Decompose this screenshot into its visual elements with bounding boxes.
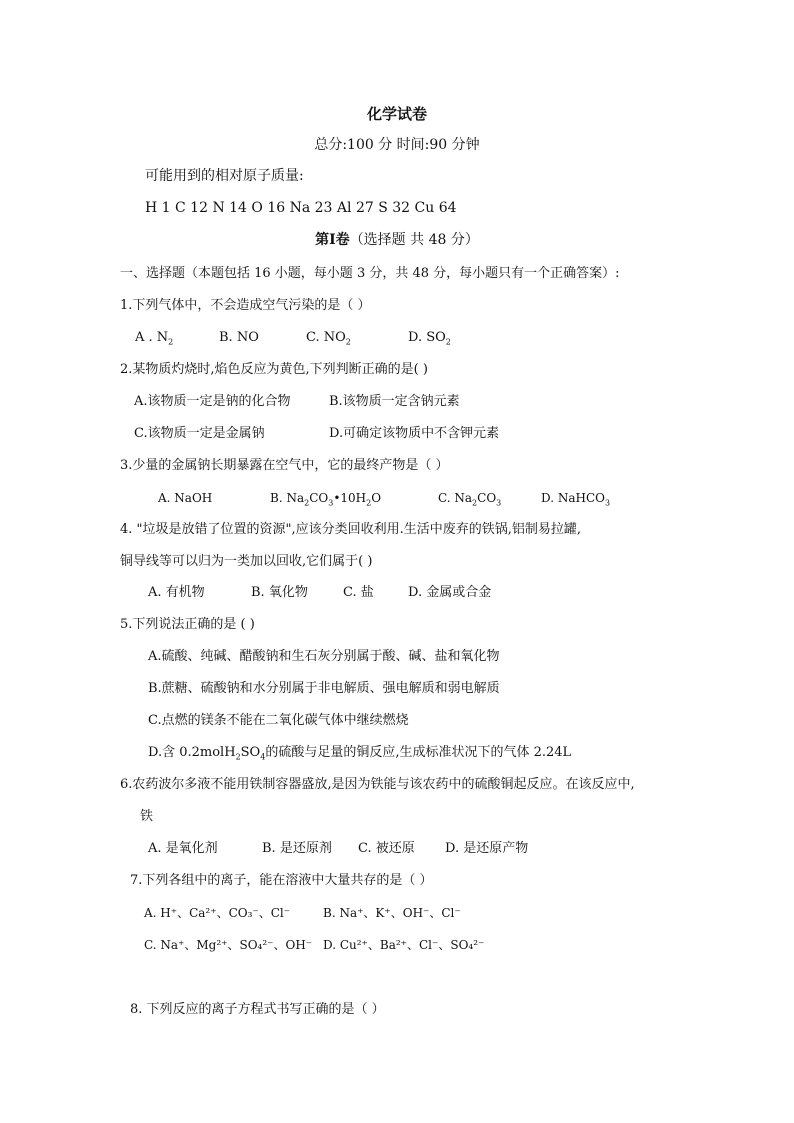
q6-option-a: A. 是氧化剂 — [148, 841, 218, 856]
q1-option-c: C. $NO_2$ — [306, 330, 351, 347]
q5-option-b: B.蔗糖、硫酸钠和水分别属于非电解质、强电解质和弱电解质 — [148, 681, 500, 696]
q1-option-a: A . $N_2$ — [135, 330, 174, 347]
q3-option-d: D. NaHCO$_3$ — [541, 491, 611, 508]
q1-option-d: D. $SO_2$ — [408, 330, 451, 347]
q6-stem-line1: 6.农药波尔多液不能用铁制容器盛放,是因为铁能与该农药中的硫酸铜起反应。在该反应中, — [120, 777, 635, 792]
q4-option-a: A. 有机物 — [148, 585, 205, 600]
q2-option-b: B.该物质一定含钠元素 — [329, 394, 460, 409]
q3-stem: 3.少量的金属钠长期暴露在空气中，它的最终产物是（ ） — [120, 458, 449, 473]
q5-option-a: A.硫酸、纯碱、醋酸钠和生石灰分别属于酸、碱、盐和氧化物 — [148, 649, 500, 664]
q1-option-b: B. NO — [219, 330, 259, 345]
page-title: 化学试卷 — [366, 105, 427, 123]
q2-option-d: D.可确定该物质中不含钾元素 — [329, 426, 500, 441]
section-title-rest: （选择题 共 48 分） — [349, 232, 479, 248]
exam-meta: 总分:100 分 时间:90 分钟 — [314, 137, 480, 153]
q7-option-c: C. Na⁺、Mg²⁺、SO₄²⁻、OH⁻ — [144, 938, 313, 952]
q4-stem-line2: 铜导线等可以归为一类加以回收,它们属于( ) — [120, 554, 373, 569]
q4-stem-line1: 4. "垃圾是放错了位置的资源",应该分类回收利用.生活中废弃的铁锅,铝制易拉罐, — [120, 522, 582, 537]
q6-stem-line2: 铁 — [140, 809, 154, 824]
q3-option-c: C. $Na_2CO_3$ — [438, 491, 502, 508]
q5-option-c: C.点燃的镁条不能在二氧化碳气体中继续燃烧 — [148, 713, 409, 728]
q6-option-b: B. 是还原剂 — [262, 841, 332, 856]
q4-option-b: B. 氧化物 — [251, 585, 308, 600]
atomic-masses: H 1 C 12 N 14 O 16 Na 23 Al 27 S 32 Cu 64 — [145, 200, 457, 216]
q2-option-a: A.该物质一定是钠的化合物 — [134, 394, 291, 409]
q3-option-a: A. NaOH — [158, 491, 213, 505]
q6-option-d: D. 是还原产物 — [445, 841, 529, 856]
q6-option-c: C. 被还原 — [358, 841, 415, 856]
mass-intro: 可能用到的相对原子质量: — [145, 168, 304, 184]
q4-option-c: C. 盐 — [343, 585, 374, 600]
q2-option-c: C.该物质一定是金属钠 — [134, 426, 265, 441]
section-instructions: 一、选择题（本题包括 16 小题，每小题 3 分，共 48 分，每小题只有一个正确答案）: — [120, 266, 620, 281]
q4-option-d: D. 金属或合金 — [408, 585, 492, 600]
q7-stem: 7.下列各组中的离子，能在溶液中大量共存的是（ ） — [130, 873, 433, 888]
q5-option-d: D.含 $0.2molH_2SO_4$的硫酸与足量的铜反应,生成标准状况下的气体 2.24L — [148, 745, 572, 762]
q8-stem: 8. 下列反应的离子方程式书写正确的是（ ） — [130, 1002, 385, 1017]
q3-option-b: B. $Na_2CO_3•10H_2O$ — [270, 491, 382, 508]
q5-stem: 5.下列说法正确的是 ( ) — [120, 617, 255, 632]
q7-option-d: D. Cu²⁺、Ba²⁺、Cl⁻、SO₄²⁻ — [323, 938, 485, 952]
q1-stem: 1.下列气体中，不会造成空气污染的是（ ） — [120, 298, 371, 313]
section-title — [0, 232, 794, 248]
q7-option-b: B. Na⁺、K⁺、OH⁻、Cl⁻ — [323, 906, 461, 920]
q7-option-a: A. H⁺、Ca²⁺、CO₃⁻、Cl⁻ — [144, 906, 291, 920]
section-title-bold: 第Ⅰ卷 — [315, 232, 350, 248]
q2-stem: 2.某物质灼烧时,焰色反应为黄色,下列判断正确的是( ) — [120, 362, 428, 377]
